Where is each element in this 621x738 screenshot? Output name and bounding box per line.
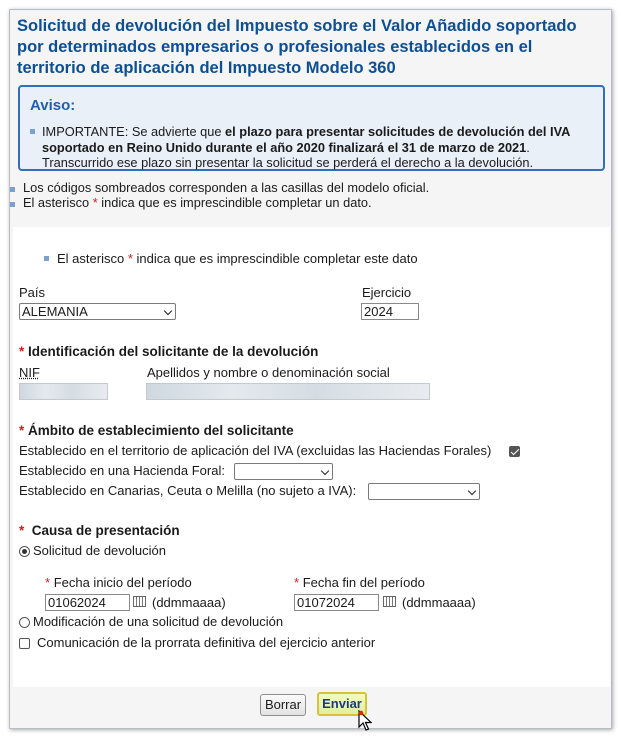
aviso-text-suffix: . Transcurrido ese plazo sin presentar la solicitud se perderá el derecho a la devolución.: [42, 139, 534, 170]
fecha-inicio-input[interactable]: 01062024: [45, 594, 130, 611]
ejercicio-input[interactable]: 2024: [361, 303, 419, 320]
bullet-icon: [30, 129, 35, 134]
required-asterisk: *: [294, 575, 300, 590]
fecha-inicio-format: (ddmmaaaa): [152, 595, 226, 610]
required-asterisk: *: [19, 423, 25, 438]
solicitud-label: Solicitud de devolución: [33, 543, 166, 558]
canarias-select[interactable]: [368, 483, 480, 500]
form-area: [13, 227, 610, 687]
shaded-codes-note: Los códigos sombreados corresponden a las casillas del modelo oficial.: [23, 180, 430, 195]
chevron-down-icon: [321, 467, 329, 475]
calendar-icon[interactable]: [133, 596, 146, 607]
required-asterisk: *: [19, 344, 25, 359]
required-asterisk: *: [127, 251, 133, 266]
ambito-heading: * Ámbito de establecimiento del solicitante: [19, 423, 294, 438]
name-label: Apellidos y nombre o denominación social: [147, 365, 390, 380]
foral-label: Establecido en una Hacienda Foral:: [19, 463, 225, 478]
aviso-text-prefix: IMPORTANTE: Se advierte que: [42, 124, 226, 139]
iva-label: Establecido en el territorio de aplicación del IVA (excluidas las Haciendas Forales): [19, 443, 492, 458]
pais-label: País: [19, 285, 46, 300]
ejercicio-label: Ejercicio: [362, 285, 412, 300]
required-asterisk: *: [19, 523, 25, 538]
chevron-down-icon: [164, 307, 172, 315]
nif-label: NIF: [19, 365, 40, 380]
name-input[interactable]: [146, 383, 430, 400]
pais-select[interactable]: [19, 303, 176, 320]
window-frame: [9, 9, 612, 729]
required-note: El asterisco * indica que es imprescindible completar este dato: [57, 251, 418, 266]
pais-select-value: ALEMANIA: [22, 304, 88, 319]
fecha-fin-input[interactable]: 01072024: [294, 594, 379, 611]
modificacion-radio[interactable]: [19, 617, 30, 628]
calendar-icon[interactable]: [383, 596, 396, 607]
bullet-icon: [10, 187, 15, 192]
aviso-box: [18, 85, 605, 171]
bullet-icon: [10, 202, 15, 207]
required-asterisk: *: [45, 575, 51, 590]
cursor-icon: [358, 710, 372, 732]
enviar-button[interactable]: Enviar: [317, 692, 367, 716]
modificacion-label: Modificación de una solicitud de devolución: [33, 614, 284, 629]
borrar-button[interactable]: Borrar: [260, 694, 306, 716]
required-asterisk: *: [92, 195, 98, 210]
chevron-down-icon: [468, 487, 476, 495]
foral-select[interactable]: [234, 463, 333, 480]
fecha-fin-format: (ddmmaaaa): [402, 595, 476, 610]
aviso-text-bold: el plazo para presentar solicitudes de devolución del IVA soportado en Reino Unido durante el año 2020 finalizará el 31 de marzo de 2021: [42, 124, 570, 155]
solicitud-radio[interactable]: [19, 546, 30, 557]
fecha-fin-label: * Fecha fin del período: [294, 575, 425, 590]
bullet-icon: [44, 256, 49, 261]
iva-checkbox[interactable]: [509, 446, 520, 457]
canarias-label: Establecido en Canarias, Ceuta o Melilla (no sujeto a IVA):: [19, 483, 357, 498]
aviso-text: [42, 124, 602, 171]
fecha-inicio-label: * Fecha inicio del período: [45, 575, 192, 590]
asterisk-note: El asterisco * indica que es imprescindible completar un dato.: [23, 195, 372, 210]
nif-input[interactable]: [19, 383, 108, 400]
identificacion-heading: * Identificación del solicitante de la devolución: [19, 344, 319, 359]
causa-heading: * Causa de presentación: [19, 523, 180, 538]
prorrata-label: Comunicación de la prorrata definitiva del ejercicio anterior: [37, 635, 376, 650]
aviso-title: Aviso:: [30, 97, 76, 114]
prorrata-checkbox[interactable]: [19, 638, 30, 649]
page-title: Solicitud de devolución del Impuesto sobre el Valor Añadido soportado por determinados empresarios o profesionales establecidos en el territorio de aplicación del Impuesto Modelo 360: [17, 17, 577, 77]
